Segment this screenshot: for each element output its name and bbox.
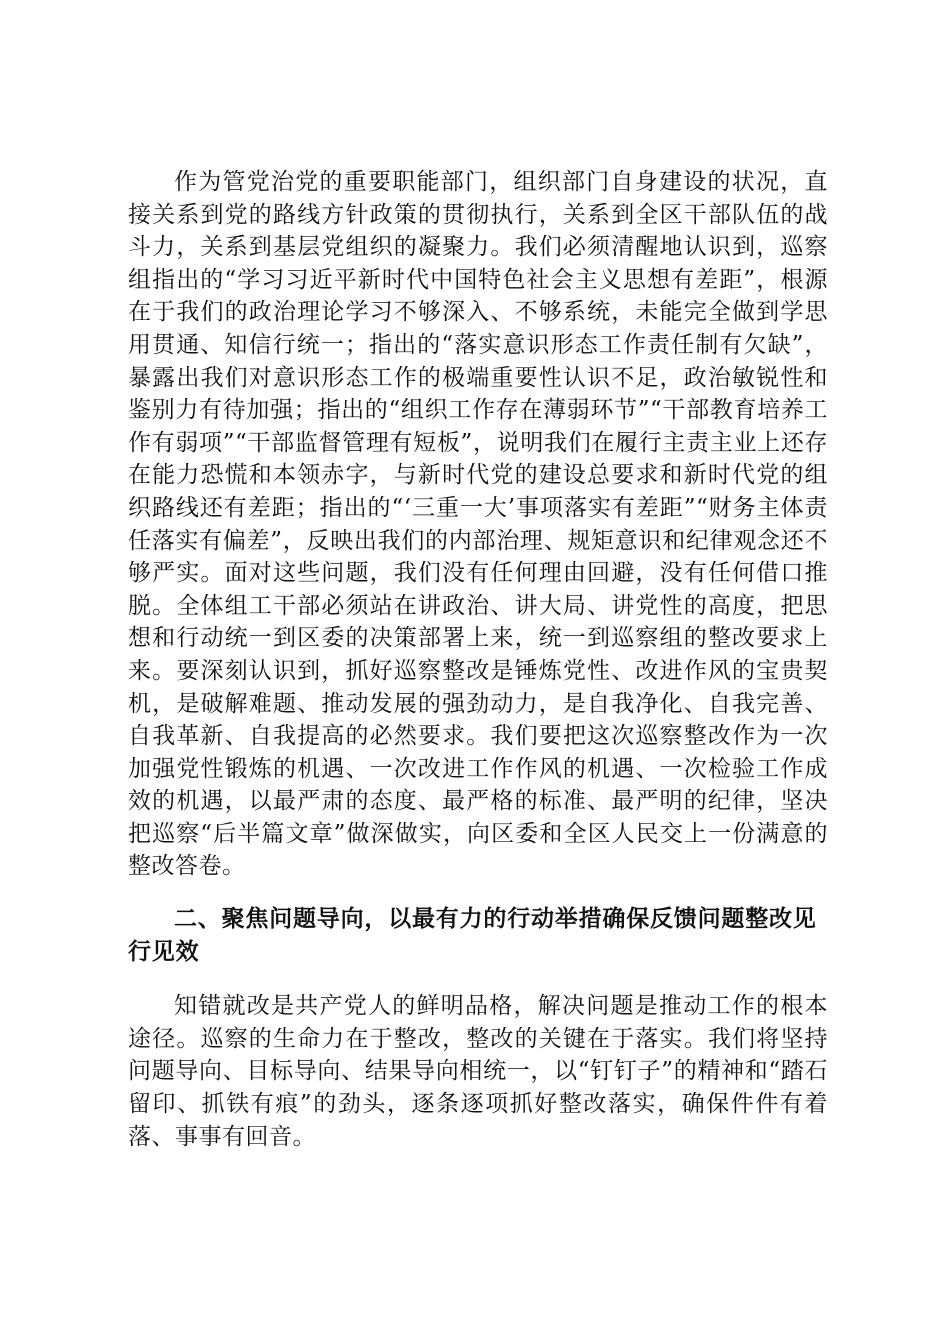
section-heading: 二、聚焦问题导向，以最有力的行动举措确保反馈问题整改见行见效: [128, 906, 817, 965]
body-paragraph: 作为管党治党的重要职能部门，组织部门自身建设的状况，直接关系到党的路线方针政策的贯彻执行，关系到全区干部队伍的战斗力，关系到基层党组织的凝聚力。我们必须清醒地认识到，巡察组指出的“学习习近平新时代中国特色社会主义思想有差距”，根源在于我们的政治理论学习不够深入、不够系统，未能完全做到学思用贯通、知信行统一；指出的“落实意识形态工作责任制有欠缺”，暴露出我们对意识形态工作的极端重要性认识不足，政治敏锐性和鉴别力有待加强；指出的“组织工作存在薄弱环节”“干部教育培养工作有弱项”“干部监督管理有短板”，说明我们在履行主责主业上还存在能力恐慌和本领赤字，与新时代党的建设总要求和新时代党的组织路线还有差距；指出的“‘三重一大’事项落实有差距”“财务主体责任落实有偏差”，反映出我们的内部治理、规矩意识和纪律观念还不够严实。面对这些问题，我们没有任何理由回避，没有任何借口推脱。全体组工干部必须站在讲政治、讲大局、讲党性的高度，把思想和行动统一到区委的决策部署上来，统一到巡察组的整改要求上来。要深刻认识到，抓好巡察整改是锤炼党性、改进作风的宝贵契机，是破解难题、推动发展的强劲动力，是自我净化、自我完善、自我革新、自我提高的必然要求。我们要把这次巡察整改作为一次加强党性锻炼的机遇、一次改进工作作风的机遇、一次检验工作成效的机遇，以最严肃的态度、最严格的标准、最严明的纪律，坚决把巡察“后半篇文章”做深做实，向区委和全区人民交上一份满意的整改答卷。: [128, 169, 828, 880]
document-body: [128, 166, 828, 1153]
body-paragraph: 知错就改是共产党人的鲜明品格，解决问题是推动工作的根本途径。巡察的生命力在于整改，整改的关键在于落实。我们将坚持问题导向、目标导向、结果导向相统一，以“钉钉子”的精神和“踏石留印、抓铁有痕”的劲头，逐条逐项抓好整改落实，确保件件有着落、事事有回音。: [128, 993, 828, 1150]
